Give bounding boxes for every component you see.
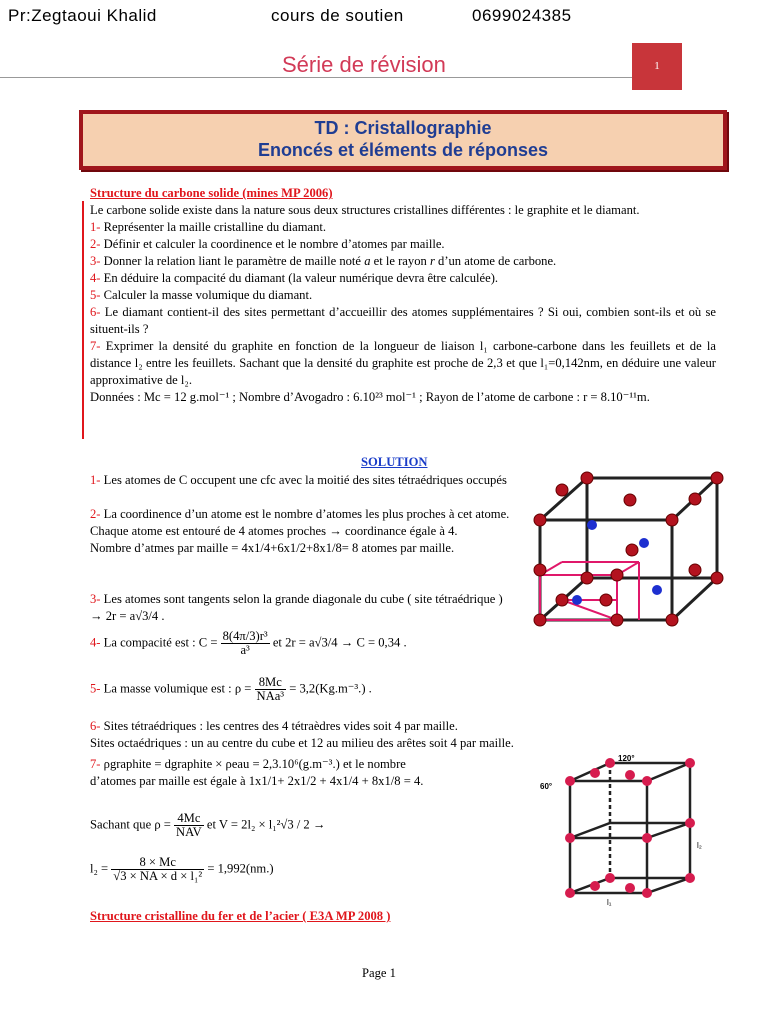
course-label: cours de soutien [271, 6, 404, 25]
author: Pr:Zegtaoui Khalid [8, 6, 157, 25]
diamond-unit-cell-figure [522, 470, 732, 655]
td-subtitle: Enoncés et éléments de réponses [257, 140, 549, 160]
exercise-statement [90, 185, 716, 406]
page-footer: Page 1 [362, 966, 396, 980]
l1-label: l₁ [607, 898, 612, 907]
exercise-margin-bar [82, 201, 84, 439]
page-number-box: 1 [632, 43, 682, 90]
solution-1: 1- Les atomes de C occupent une cfc avec la moitié des sites tétraédriques occupés [90, 473, 507, 487]
solution-7-volume: Sachant que ρ = 4Mc NAV et V = 2l₂ × l₁²√3 / 2 → [90, 811, 326, 839]
serie-title: Série de révision [282, 52, 446, 77]
question-6: 6- Le diamant contient-il des sites permettant d’accueillir des atomes supplémentaires ? Si oui, combien sont-ils et où se situent-ils ? [90, 305, 716, 336]
td-title-box [79, 110, 727, 170]
question-3: 3- Donner la relation liant le paramètre de maille noté a et le rayon r d’un atome de carbone. [90, 254, 557, 268]
next-exercise-title: Structure cristalline du fer et de l’acier ( E3A MP 2008 ) [90, 909, 391, 923]
question-7: 7- Exprimer la densité du graphite en fonction de la longueur de liaison l₁ carbone-carbone dans les feuillets et de la distance l₂ entre les feuillets. Sachant que la densité du graphite est proche de 2,3 et que l₁=0,142nm, en déduire une valeur approximative de l₂. [90, 339, 716, 387]
solution-title: SOLUTION [361, 455, 428, 469]
exercise-intro: Le carbone solide existe dans la nature sous deux structures cristallines différentes : le graphite et le diamant. [90, 203, 640, 217]
td-title: TD : Cristallographie [314, 118, 492, 138]
angle-120-label: 120° [618, 754, 635, 763]
density-fraction: 8Mc NAa³ [256, 675, 285, 703]
question-2: 2- Définir et calculer la coordinence et le nombre d’atomes par maille. [90, 237, 445, 251]
solution-6: 6- Sites tétraédriques : les centres des 4 tétraèdres vides soit 4 par maille. Sites octaédriques : un au centre du cube et 12 au milieu des arêtes soit 4 par maille. [90, 719, 514, 750]
question-5: 5- Calculer la masse volumique du diamant. [90, 288, 313, 302]
solution-7-result: l₂ = $\frac{8 \times Mc}{\text{√3 × NA × d × l₁²}}$ = 1,992(nm.) [90, 855, 274, 883]
l2-label: l₂ [697, 841, 702, 850]
question-1: 1- Représenter la maille cristalline du diamant. [90, 220, 327, 234]
question-4: 4- En déduire la compacité du diamant (la valeur numérique devra être calculée). [90, 271, 499, 285]
graphite-cell-figure [535, 753, 735, 913]
solution-4: 4- La compacité est : C = $\frac{\text{8(4π/3)r³}}{\text{a³}}$ et 2r = a√3/4 → C = 0,34 . [90, 629, 407, 657]
angle-60-label: 60° [540, 782, 553, 791]
header-divider [0, 77, 634, 78]
solution-5: 5- La masse volumique est : ρ = 8Mc NAa³ = 3,2(Kg.m⁻³.) . [90, 675, 372, 703]
exercise-title: Structure du carbone solide (mines MP 2006) [90, 186, 333, 200]
compacity-fraction: $\frac{\text{8(4π/3)r³}}{\text{a³}}$ [222, 629, 268, 657]
solution-2: 2- La coordinence d’un atome est le nombre d’atomes les plus proches à cet atome. Chaque atome est entouré de 4 atomes proches → coordinance égale à 4. Nombre d’atmes par maille = 4x1/4+6x1/2+8x1/8= 8 atomes par maille. [90, 507, 510, 555]
exercise-data: Données : Mc = 12 g.mol⁻¹ ; Nombre d’Avogadro : 6.10²³ mol⁻¹ ; Rayon de l’atome de carbone : r = 8.10⁻¹¹m. [90, 390, 650, 404]
solution-7: 7- ρgraphite = dgraphite × ρeau = 2,3.10⁶(g.m⁻³.) et le nombre d’atomes par maille est égale à 1x1/1+ 2x1/2 + 4x1/4 + 8x1/8 = 4. [90, 757, 424, 788]
phone-number: 0699024385 [472, 6, 572, 25]
solution-3: 3- Les atomes sont tangents selon la grande diagonale du cube ( site tétraédrique ) → 2r = a√3/4 . [90, 592, 503, 623]
